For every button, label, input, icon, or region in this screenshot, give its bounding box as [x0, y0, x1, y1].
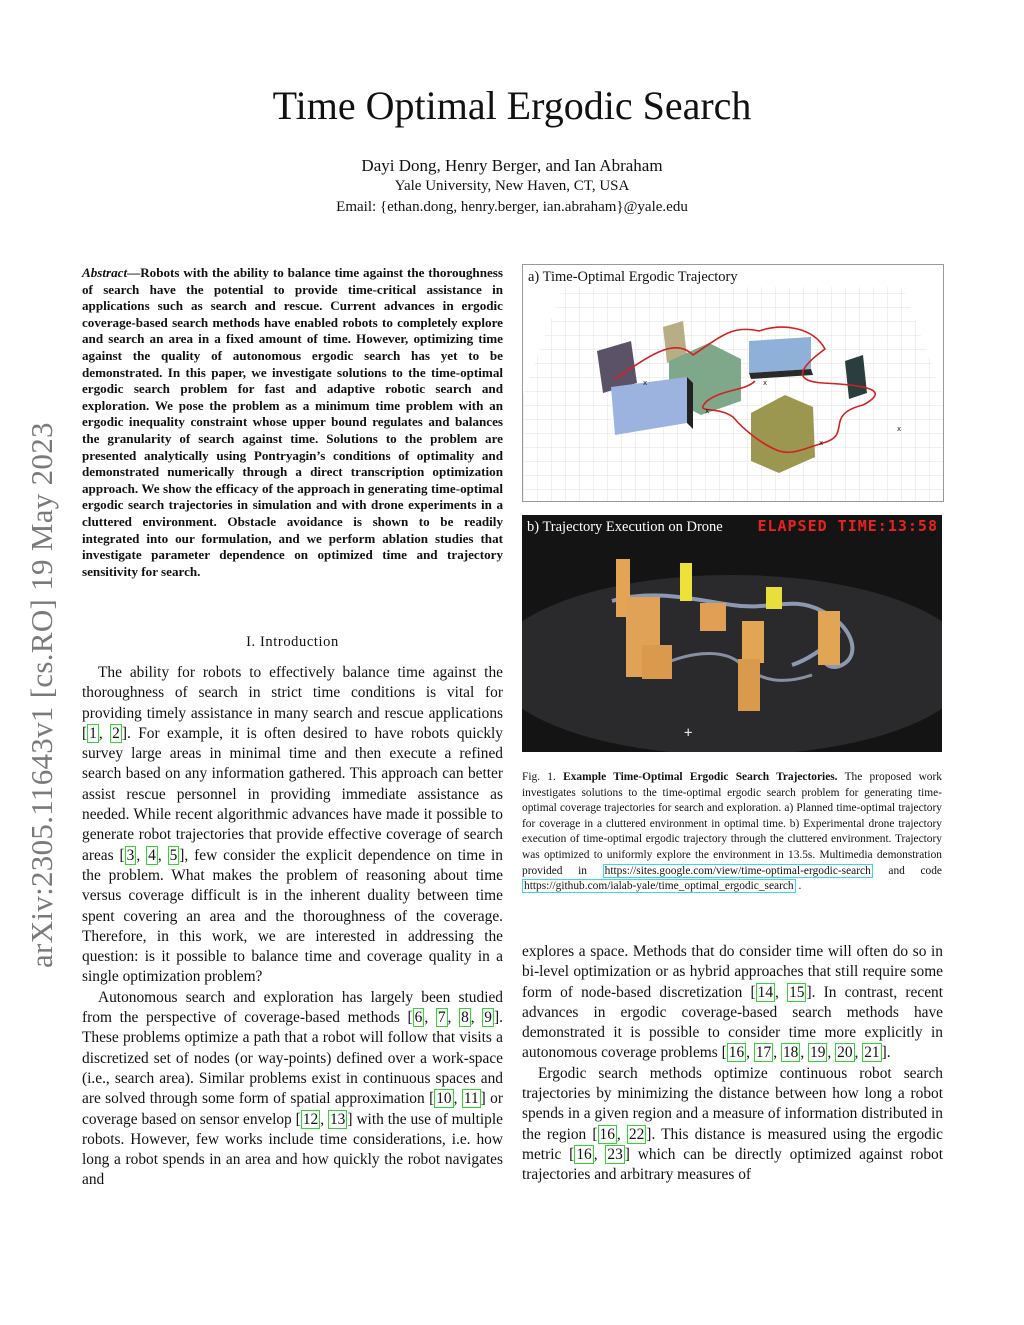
left-column-text: [82, 663, 503, 1191]
text-run: ,: [136, 846, 147, 864]
text-run: ]: [493, 1009, 500, 1027]
citation-link[interactable]: 16: [599, 1125, 615, 1143]
citation-link[interactable]: 12: [302, 1110, 319, 1128]
abstract: [82, 265, 503, 580]
abstract-label: Abstract: [82, 265, 128, 280]
text-run: ,: [453, 1090, 462, 1108]
citation-link[interactable]: 14: [757, 983, 774, 1001]
text-run: ,: [616, 1125, 627, 1143]
text-run: which can be directly optimized against robot trajectories and arbitrary measures of: [522, 1145, 943, 1184]
text-run: ,: [424, 1009, 436, 1027]
yellow-marker: [766, 587, 782, 609]
text-run: . For example, it is often desired to have robots quickly survey large areas in minimal time and then execute a refined search based on any information gathered. This approach can better assist rescue personnel in providing immediate assistance as needed. While recent algorithmic advances have made it possible to generate robot trajectories that provide effective coverage of search areas: [82, 724, 503, 864]
citation-link[interactable]: 2: [112, 724, 120, 742]
yellow-marker: [680, 563, 692, 601]
text-run: ]: [646, 1125, 652, 1143]
text-run: with the use of multiple robots. However, few works include time considerations, i.e. how long a robot spends in an area and how quickly the robot navigates and: [82, 1110, 503, 1189]
text-run: [: [295, 1110, 301, 1128]
citation-link[interactable]: 20: [837, 1044, 853, 1062]
citation-link[interactable]: 11: [463, 1090, 479, 1108]
citation-link[interactable]: 21: [864, 1044, 880, 1062]
text-run: ]: [624, 1145, 630, 1163]
waypoint-marker: x: [763, 379, 768, 387]
caption-end: .: [795, 880, 802, 893]
waypoint-marker: x: [897, 425, 902, 433]
paragraph: [82, 663, 503, 988]
panel-b-label: b) Trajectory Execution on Drone: [527, 519, 723, 535]
text-run: [: [750, 983, 756, 1001]
text-run: . This distance is measured using the ergodic metric: [522, 1125, 943, 1163]
text-run: [: [429, 1090, 435, 1108]
citation-link[interactable]: 18: [782, 1044, 799, 1062]
citation-link[interactable]: 8: [461, 1009, 469, 1027]
text-run: ,: [827, 1044, 836, 1062]
citation-link[interactable]: 16: [728, 1044, 745, 1062]
citation-link[interactable]: 10: [436, 1090, 452, 1108]
text-run: ,: [447, 1009, 460, 1027]
text-run: . These problems optimize a path that a robot will follow that visits a discretized set of nodes (or way-points) defined over a work-space (i.e., search area). Similar problems exist in continuous spaces and are solved through some form of spatial approximation: [82, 1009, 503, 1108]
text-run: ,: [775, 983, 788, 1001]
text-run: explores a space. Methods that do consider time will often do so in bi-level optimization or as hybrid approaches that still require some form of node-based discretization: [522, 943, 943, 1001]
block-tower: [742, 621, 764, 663]
text-run: ]: [806, 983, 812, 1001]
text-run: [: [569, 1145, 575, 1163]
text-run: or coverage based on sensor envelop: [82, 1090, 503, 1128]
caption-mid: and code: [872, 864, 942, 877]
block-tower: [700, 603, 726, 631]
block-tower: [738, 659, 760, 711]
citation-link[interactable]: 5: [169, 846, 178, 864]
paragraph: [522, 942, 943, 1064]
text-run: ,: [157, 846, 168, 864]
citation-link[interactable]: 9: [484, 1009, 492, 1027]
drone-experiment-photo: [522, 515, 942, 752]
email-line: Email: {ethan.dong, henry.berger, ian.abraham}@yale.edu: [336, 199, 688, 215]
paper-title: Time Optimal Ergodic Search: [272, 83, 752, 128]
citation-link[interactable]: 4: [148, 846, 156, 864]
text-run: ,: [800, 1044, 809, 1062]
text-run: ]: [480, 1090, 486, 1108]
author-list: Dayi Dong, Henry Berger, and Ian Abraham: [361, 156, 663, 175]
elapsed-time-hud: ELAPSED TIME:13:58: [757, 517, 938, 535]
block-tower: [818, 611, 840, 665]
text-run: ,: [593, 1145, 606, 1163]
citation-link[interactable]: 1: [89, 724, 97, 742]
waypoint-marker: x: [643, 379, 648, 387]
text-run: [: [721, 1044, 727, 1062]
citation-link[interactable]: 6: [414, 1009, 423, 1027]
text-run: [: [119, 846, 125, 864]
text-run: Ergodic search methods optimize continuous robot search trajectories by minimizing the distance between how long a robot spends in a given region and a measure of information distributed in the region: [522, 1064, 943, 1143]
caption-prefix: Fig. 1.: [522, 771, 556, 783]
paragraph: [82, 988, 503, 1191]
text-run: .: [886, 1044, 891, 1062]
citation-link[interactable]: 22: [628, 1125, 645, 1143]
obstacle-block: [687, 377, 693, 429]
text-run: [: [592, 1125, 598, 1143]
caption-body: The proposed work investigates solutions to the time-optimal ergodic search problem for generating time-optimal coverage trajectories for search and exploration. a) Planned time-optimal trajectory for coverage in a cluttered environment in optimal time. b) Experimental drone trajectory execution of time-optimal ergodic trajectory through the cluttered environment. Trajectory was optimized to uniformly explore the environment in 13.5s. Multimedia demonstration provided in: [522, 771, 942, 877]
caption-title: Example Time-Optimal Ergodic Search Trajectories.: [563, 771, 838, 783]
block-tower: [642, 645, 672, 679]
figure-caption: [522, 770, 942, 895]
text-run: ]: [121, 724, 127, 742]
citation-link[interactable]: 13: [329, 1110, 346, 1128]
figure-panel-a: [522, 264, 944, 502]
text-run: ,: [773, 1044, 781, 1062]
panel-a-label: a) Time-Optimal Ergodic Trajectory: [528, 269, 738, 285]
text-run: ,: [470, 1009, 483, 1027]
text-run: ,: [854, 1044, 863, 1062]
floor-cross-marker: +: [684, 725, 693, 741]
text-run: [: [407, 1009, 413, 1027]
text-run: ]: [347, 1110, 353, 1128]
waypoint-marker: x: [819, 439, 824, 447]
text-run: . In contrast, recent advances in ergodic coverage-based search methods have demonstrated it is possible to consider time more explicitly in autonomous coverage problems: [522, 983, 944, 1062]
text-run: [: [82, 724, 88, 742]
abstract-text: —Robots with the ability to balance time against the thoroughness of search have the potential to provide time-critical assistance in applications such as search and rescue. Current advances in ergodic coverage-based search methods have enabled robots to completely explore and search an area in a fixed amount of time. However, optimizing time against the quality of autonomous ergodic search has yet to be demonstrated. In this paper, we investigate solutions to the time-optimal ergodic search problem for fast and adaptive robotic search and exploration. We pose the problem as a minimum time problem with an ergodic inequality constraint whose upper bound regulates and balances the granularity of search against time. Solutions to the problem are presented analytically using Pontryagin’s conditions of optimality and demonstrated numerically through a direct transcription optimization approach. We show the efficacy of the approach in generating time-optimal ergodic search trajectories in simulation and with drone experiments in a cluttered environment. Obstacle avoidance is shown to be readily integrated into our formulation, and we perform ablation studies that investigate parameter dependence on optimized time and trajectory sensitivity for search.: [82, 265, 503, 579]
obstacle-block: [749, 337, 811, 373]
arxiv-identifier: arXiv:2305.11643v1 [cs.RO] 19 May 2023: [24, 422, 59, 968]
paragraph: [522, 1064, 943, 1186]
text-run: ]: [179, 846, 185, 864]
code-link[interactable]: https://github.com/ialab-yale/time_optimal_ergodic_search: [524, 880, 794, 893]
planned-trajectory-render: [523, 265, 943, 501]
citation-link[interactable]: 23: [607, 1145, 623, 1163]
citation-link[interactable]: 3: [126, 846, 135, 864]
citation-link[interactable]: 16: [576, 1145, 592, 1163]
citation-link[interactable]: 15: [789, 983, 805, 1001]
text-run: , few consider the explicit dependence on time in the problem. What makes the problem of reasoning about time versus coverage difficult is in the inherent duality between time spent covering an area and the thoroughness of the coverage. Therefore, in this work, we are interested in addressing the question: is it possible to balance time and coverage quality in a single optimization problem?: [82, 846, 503, 986]
text-run: ,: [98, 724, 111, 742]
text-run: ]: [881, 1044, 887, 1062]
figure-panel-b: [522, 515, 942, 752]
citation-link[interactable]: 19: [810, 1044, 826, 1062]
waypoint-marker: x: [705, 407, 710, 415]
section-heading: I. Introduction: [246, 634, 339, 650]
text-run: Autonomous search and exploration has largely been studied from the perspective of coverage-based methods: [82, 988, 503, 1027]
text-run: The ability for robots to effectively balance time against the thoroughness of search in strict time conditions is vital for providing timely assistance in many search and rescue applications: [82, 664, 503, 722]
text-run: ,: [320, 1110, 328, 1128]
text-run: ,: [746, 1044, 754, 1062]
affiliation: Yale University, New Haven, CT, USA: [394, 178, 630, 194]
citation-link[interactable]: 17: [755, 1044, 772, 1062]
multimedia-link[interactable]: https://sites.google.com/view/time-optimal-ergodic-search: [604, 864, 871, 877]
citation-link[interactable]: 7: [437, 1009, 446, 1027]
right-column-text: [522, 942, 943, 1186]
